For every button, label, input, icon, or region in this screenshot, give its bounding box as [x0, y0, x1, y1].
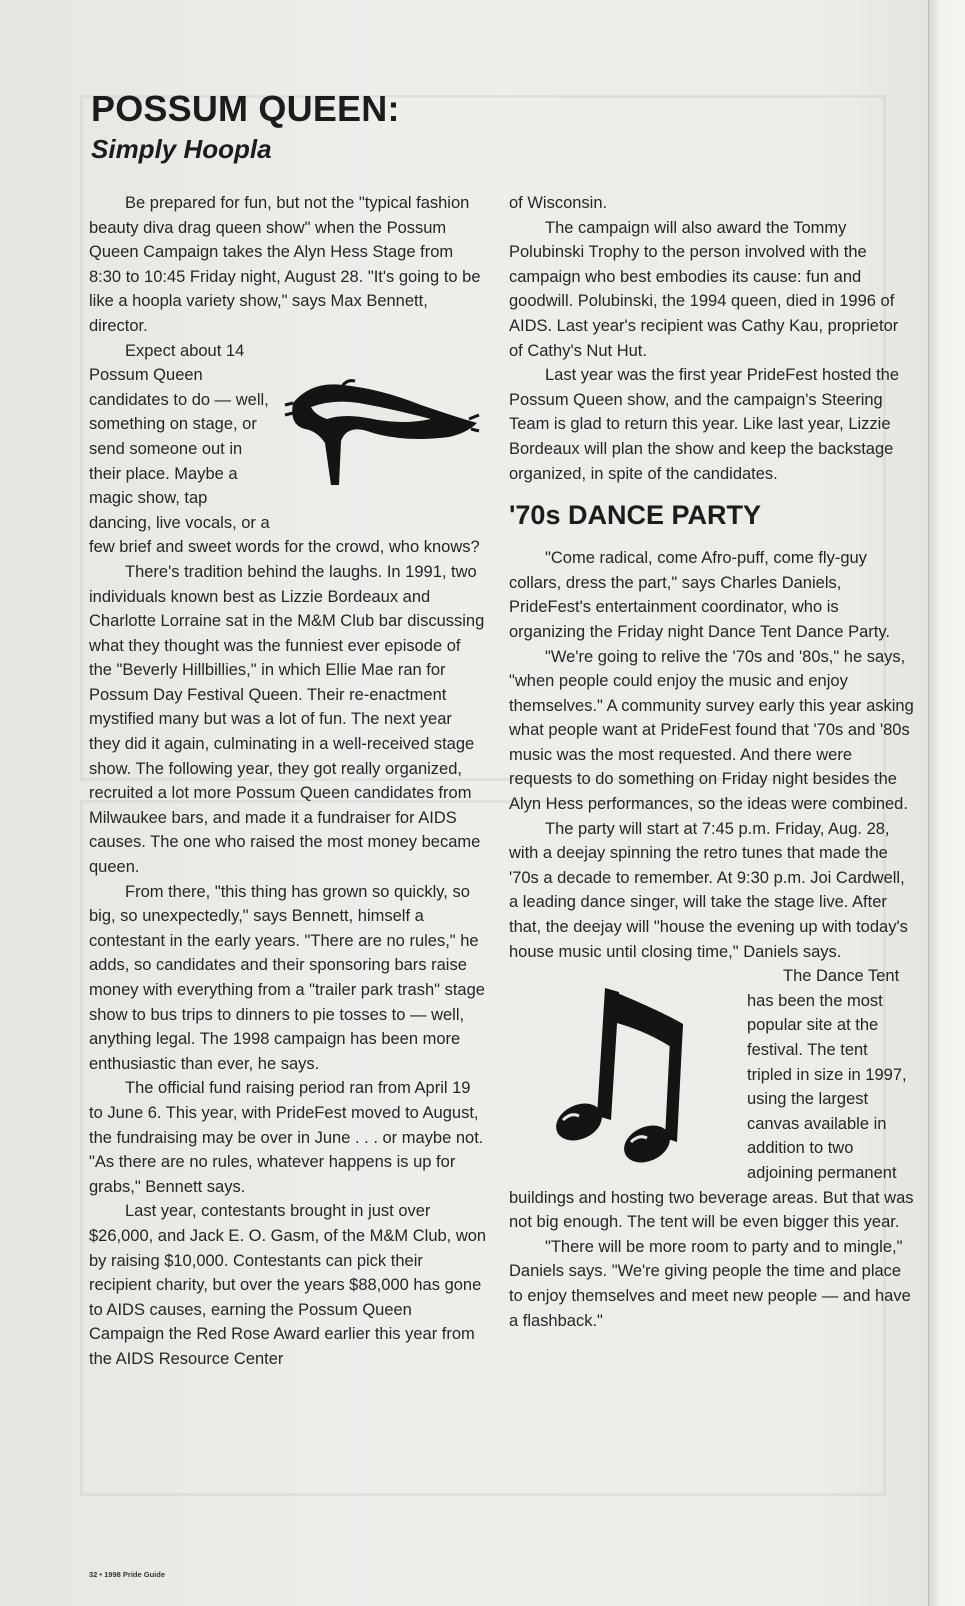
- paragraph: Last year was the first year PrideFest hosted the Possum Queen show, and the campaign's Steering Team is glad to return this year. Like last year, Lizzie Bordeaux will plan the show and keep the backstage organized, in spite of the candidates.: [509, 366, 900, 483]
- paragraph: "There will be more room to party and to mingle," Daniels says. "We're giving people the time and place to enjoy themselves and meet new people — and have a flashback.": [509, 1237, 911, 1330]
- section-heading: '70s DANCE PARTY: [509, 500, 761, 531]
- paragraph: Last year, contestants brought in just over $26,000, and Jack E. O. Gasm, of the M&M Club, won by raising $10,000. Contestants can pick their recipient charity, but over the years $88,000 has gone to AIDS causes, earning the Possum Queen Campaign the Red Rose Award earlier this year from the AIDS Resource Center: [89, 1202, 487, 1368]
- music-note-icon: [539, 970, 729, 1170]
- page-footer: 32 • 1998 Pride Guide: [89, 1570, 165, 1579]
- paragraph: The official fund raising period ran from April 19 to June 6. This year, with PrideFest moved to August, the fundraising may be over in June . . . or maybe not. "As there are no rules, whatever happens is up for grabs," Bennett says.: [89, 1079, 484, 1196]
- paragraph: "Come radical, come Afro-puff, come fly-guy collars, dress the part," says Charles Daniels, PrideFest's entertainment coordinator, who is organizing the Friday night Dance Tent Dance Party.: [509, 549, 890, 641]
- paragraph: There's tradition behind the laughs. In 1991, two individuals known best as Lizzie Bordeaux and Charlotte Lorraine sat in the M&M Club bar discussing what they thought was the funniest ever episode of the "Beverly Hillbillies," in which Ellie Mae ran for Possum Day Festival Queen. Their re-enactment mystified many but was a lot of fun. The next year they did it again, culminating in a well-received stage show. The following year, they got really organized, recruited a lot more Possum Queen candidates from Milwaukee bars, and made it a fundraiser for AIDS causes. The one who raised the most money became queen.: [89, 562, 485, 877]
- right-column: [509, 191, 914, 1333]
- paragraph: The party will start at 7:45 p.m. Friday, Aug. 28, with a deejay spinning the retro tunes that made the '70s a decade to remember. At 9:30 p.m. Joi Cardwell, a leading dance singer, will take the stage live. After that, the deejay will "house the evening up with today's house music until closing time," Daniels says.: [509, 819, 908, 961]
- paragraph: "We're going to relive the '70s and '80s," he says, "when people could enjoy the music and enjoy themselves." A community survey early this year asking what people want at PrideFest found that '70s and '80s music was the most requested. And there were requests to do something on Friday night besides the Alyn Hess performances, so the ideas were combined.: [509, 647, 914, 814]
- article-title: POSSUM QUEEN:: [91, 88, 400, 129]
- paragraph: From there, "this thing has grown so quickly, so big, so unexpectedly," says Bennett, himself a contestant in the early years. "There are no rules," he adds, so candidates and their sponsoring bars raise money with everything from a "trailer park trash" stage show to bus trips to dinners to pie tosses to — well, anything legal. The 1998 campaign has been more enthusiastic than ever, he says.: [89, 882, 485, 1073]
- page-edge: [928, 0, 965, 1606]
- high-heel-shoe-icon: [281, 345, 481, 513]
- paragraph: Be prepared for fun, but not the "typical fashion beauty diva drag queen show" when the Possum Queen Campaign takes the Alyn Hess Stage from 8:30 to 10:45 Friday night, August 28. "It's going to be like a hoopla variety show," says Max Bennett, director.: [89, 194, 481, 335]
- paragraph: The campaign will also award the Tommy Polubinski Trophy to the person involved with the campaign who best embodies its cause: fun and goodwill. Polubinski, the 1994 queen, died in 1996 of AIDS. Last year's recipient was Cathy Kau, proprietor of Cathy's Nut Hut.: [509, 218, 899, 360]
- paragraph: The Dance Tent has been the most popular site at the festival. The tent tripled in size in 1997, using the largest canvas available in addition to two adjoining permanent buildings and hosting two beverage areas. But that was not big enough. The tent will be even bigger this year.: [509, 967, 914, 1232]
- left-column: [89, 191, 487, 1372]
- paragraph: of Wisconsin.: [509, 194, 608, 212]
- paragraph: Expect about 14 Possum Queen candidates to do — well, something on stage, or send someone out in their place. Maybe a magic show, tap dancing, live vocals, or a few brief and sweet words for the crowd, who knows?: [89, 341, 480, 557]
- article-subtitle: Simply Hoopla: [91, 134, 272, 164]
